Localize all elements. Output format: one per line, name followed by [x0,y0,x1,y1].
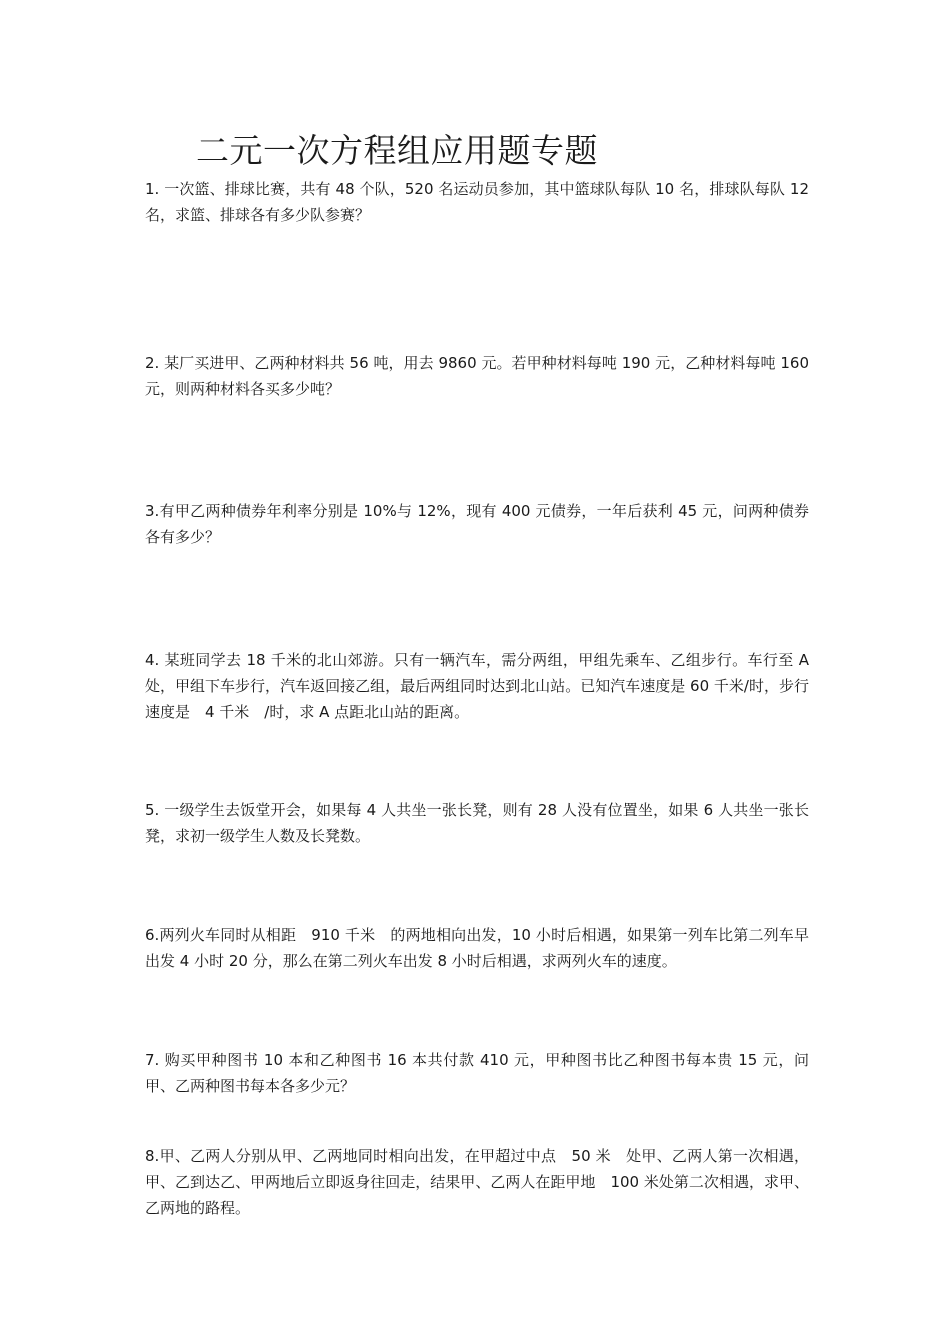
problem-7: 7. 购买甲种图书 10 本和乙种图书 16 本共付款 410 元，甲种图书比乙种图书每本贵 15 元，问甲、乙两种图书每本各多少元？ [145,1051,809,1095]
problem-5: 5. 一级学生去饭堂开会，如果每 4 人共坐一张长凳，则有 28 人没有位置坐，如果 6 人共坐一张长凳，求初一级学生人数及长凳数。 [145,801,809,845]
problem-8: 8.甲、乙两人分别从甲、乙两地同时相向出发，在甲超过中点 50 米 处甲、乙两人第一次相遇，甲、乙到达乙、甲两地后立即返身往回走，结果甲、乙两人在距甲地 100 米处第二次相遇，求甲、乙两地的路程。 [145,1147,809,1217]
problem-2: 2. 某厂买进甲、乙两种材料共 56 吨，用去 9860 元。若甲种材料每吨 190 元，乙种材料每吨 160 元，则两种材料各买多少吨？ [145,354,809,398]
page-title: 二元一次方程组应用题专题 [196,131,598,170]
problem-3: 3.有甲乙两种债券年利率分别是 10%与 12%，现有 400 元债券，一年后获利 45 元，问两种债券各有多少？ [145,502,809,546]
problem-1: 1. 一次篮、排球比赛，共有 48 个队，520 名运动员参加，其中篮球队每队 10 名，排球队每队 12 名，求篮、排球各有多少队参赛？ [145,180,809,224]
problem-4: 4. 某班同学去 18 千米的北山郊游。只有一辆汽车，需分两组，甲组先乘车、乙组步行。车行至 A 处，甲组下车步行，汽车返回接乙组，最后两组同时达到北山站。已知汽车速度是 60 千米/时，步行速度是 4 千米 /时，求 A 点距北山站的距离。 [145,651,809,721]
problem-6: 6.两列火车同时从相距 910 千米 的两地相向出发，10 小时后相遇，如果第一列车比第二列车早出发 4 小时 20 分，那么在第二列火车出发 8 小时后相遇，求两列火车的速度。 [145,926,809,970]
